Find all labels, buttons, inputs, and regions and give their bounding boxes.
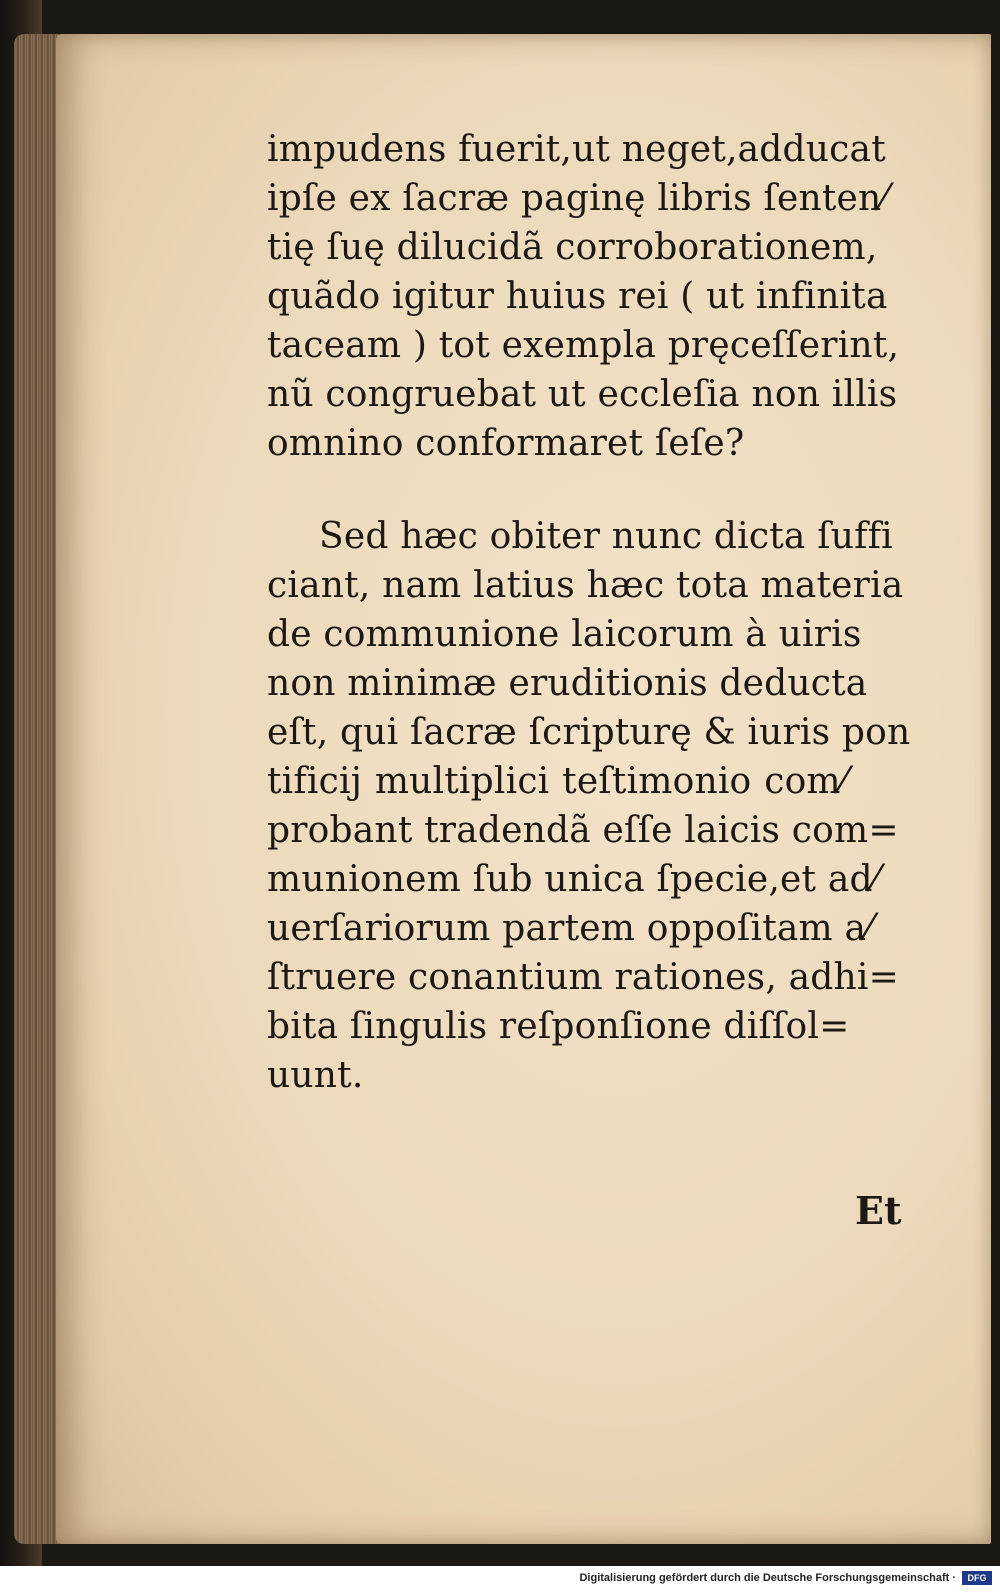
text-line: ciant, nam latius hæc tota materia	[267, 565, 904, 606]
text-line: tificij multiplici teſtimonio com⁄	[267, 761, 847, 802]
text-line: omnino conformaret ſeſe?	[267, 423, 745, 464]
text-line: quãdo igitur huius rei ( ut infinita	[267, 276, 888, 317]
text-line: nũ congruebat ut eccleſia non illis	[267, 374, 898, 415]
text-line: uunt.	[267, 1055, 364, 1096]
text-line: eſt, qui ſacræ ſcripturę & iuris pon	[267, 712, 911, 753]
text-line: impudens fuerit,ut neget,adducat	[267, 129, 886, 170]
text-line: probant tradendã eſſe laicis com=	[267, 810, 899, 851]
digitization-footer	[0, 1566, 1000, 1592]
text-line: taceam ) tot exempla pręceſſerint,	[267, 325, 900, 366]
text-line: non minimæ eruditionis deducta	[267, 663, 868, 704]
text-line: bita ſingulis reſponſione diſſol=	[267, 1006, 850, 1047]
text-line: uerſariorum partem oppoſitam a⁄	[267, 908, 873, 949]
paragraph-gap	[267, 468, 847, 512]
catchword: Et	[855, 1188, 902, 1233]
text-line: munionem ſub unica ſpecie,et ad⁄	[267, 859, 879, 900]
text-line: de communione laicorum à uiris	[267, 614, 862, 655]
page-text	[267, 125, 911, 1100]
dfg-logo: DFG	[962, 1571, 992, 1585]
text-line: tię ſuę dilucidã corroborationem,	[267, 227, 878, 268]
text-line: Sed hæc obiter nunc dicta ſuffi	[319, 516, 893, 557]
funding-credit: Digitalisierung gefördert durch die Deutsche Forschungsgemeinschaft ·	[579, 1572, 956, 1584]
text-line: ipſe ex ſacræ paginę libris ſenten⁄	[267, 178, 888, 219]
text-line: ſtruere conantium rationes, adhi=	[267, 957, 900, 998]
